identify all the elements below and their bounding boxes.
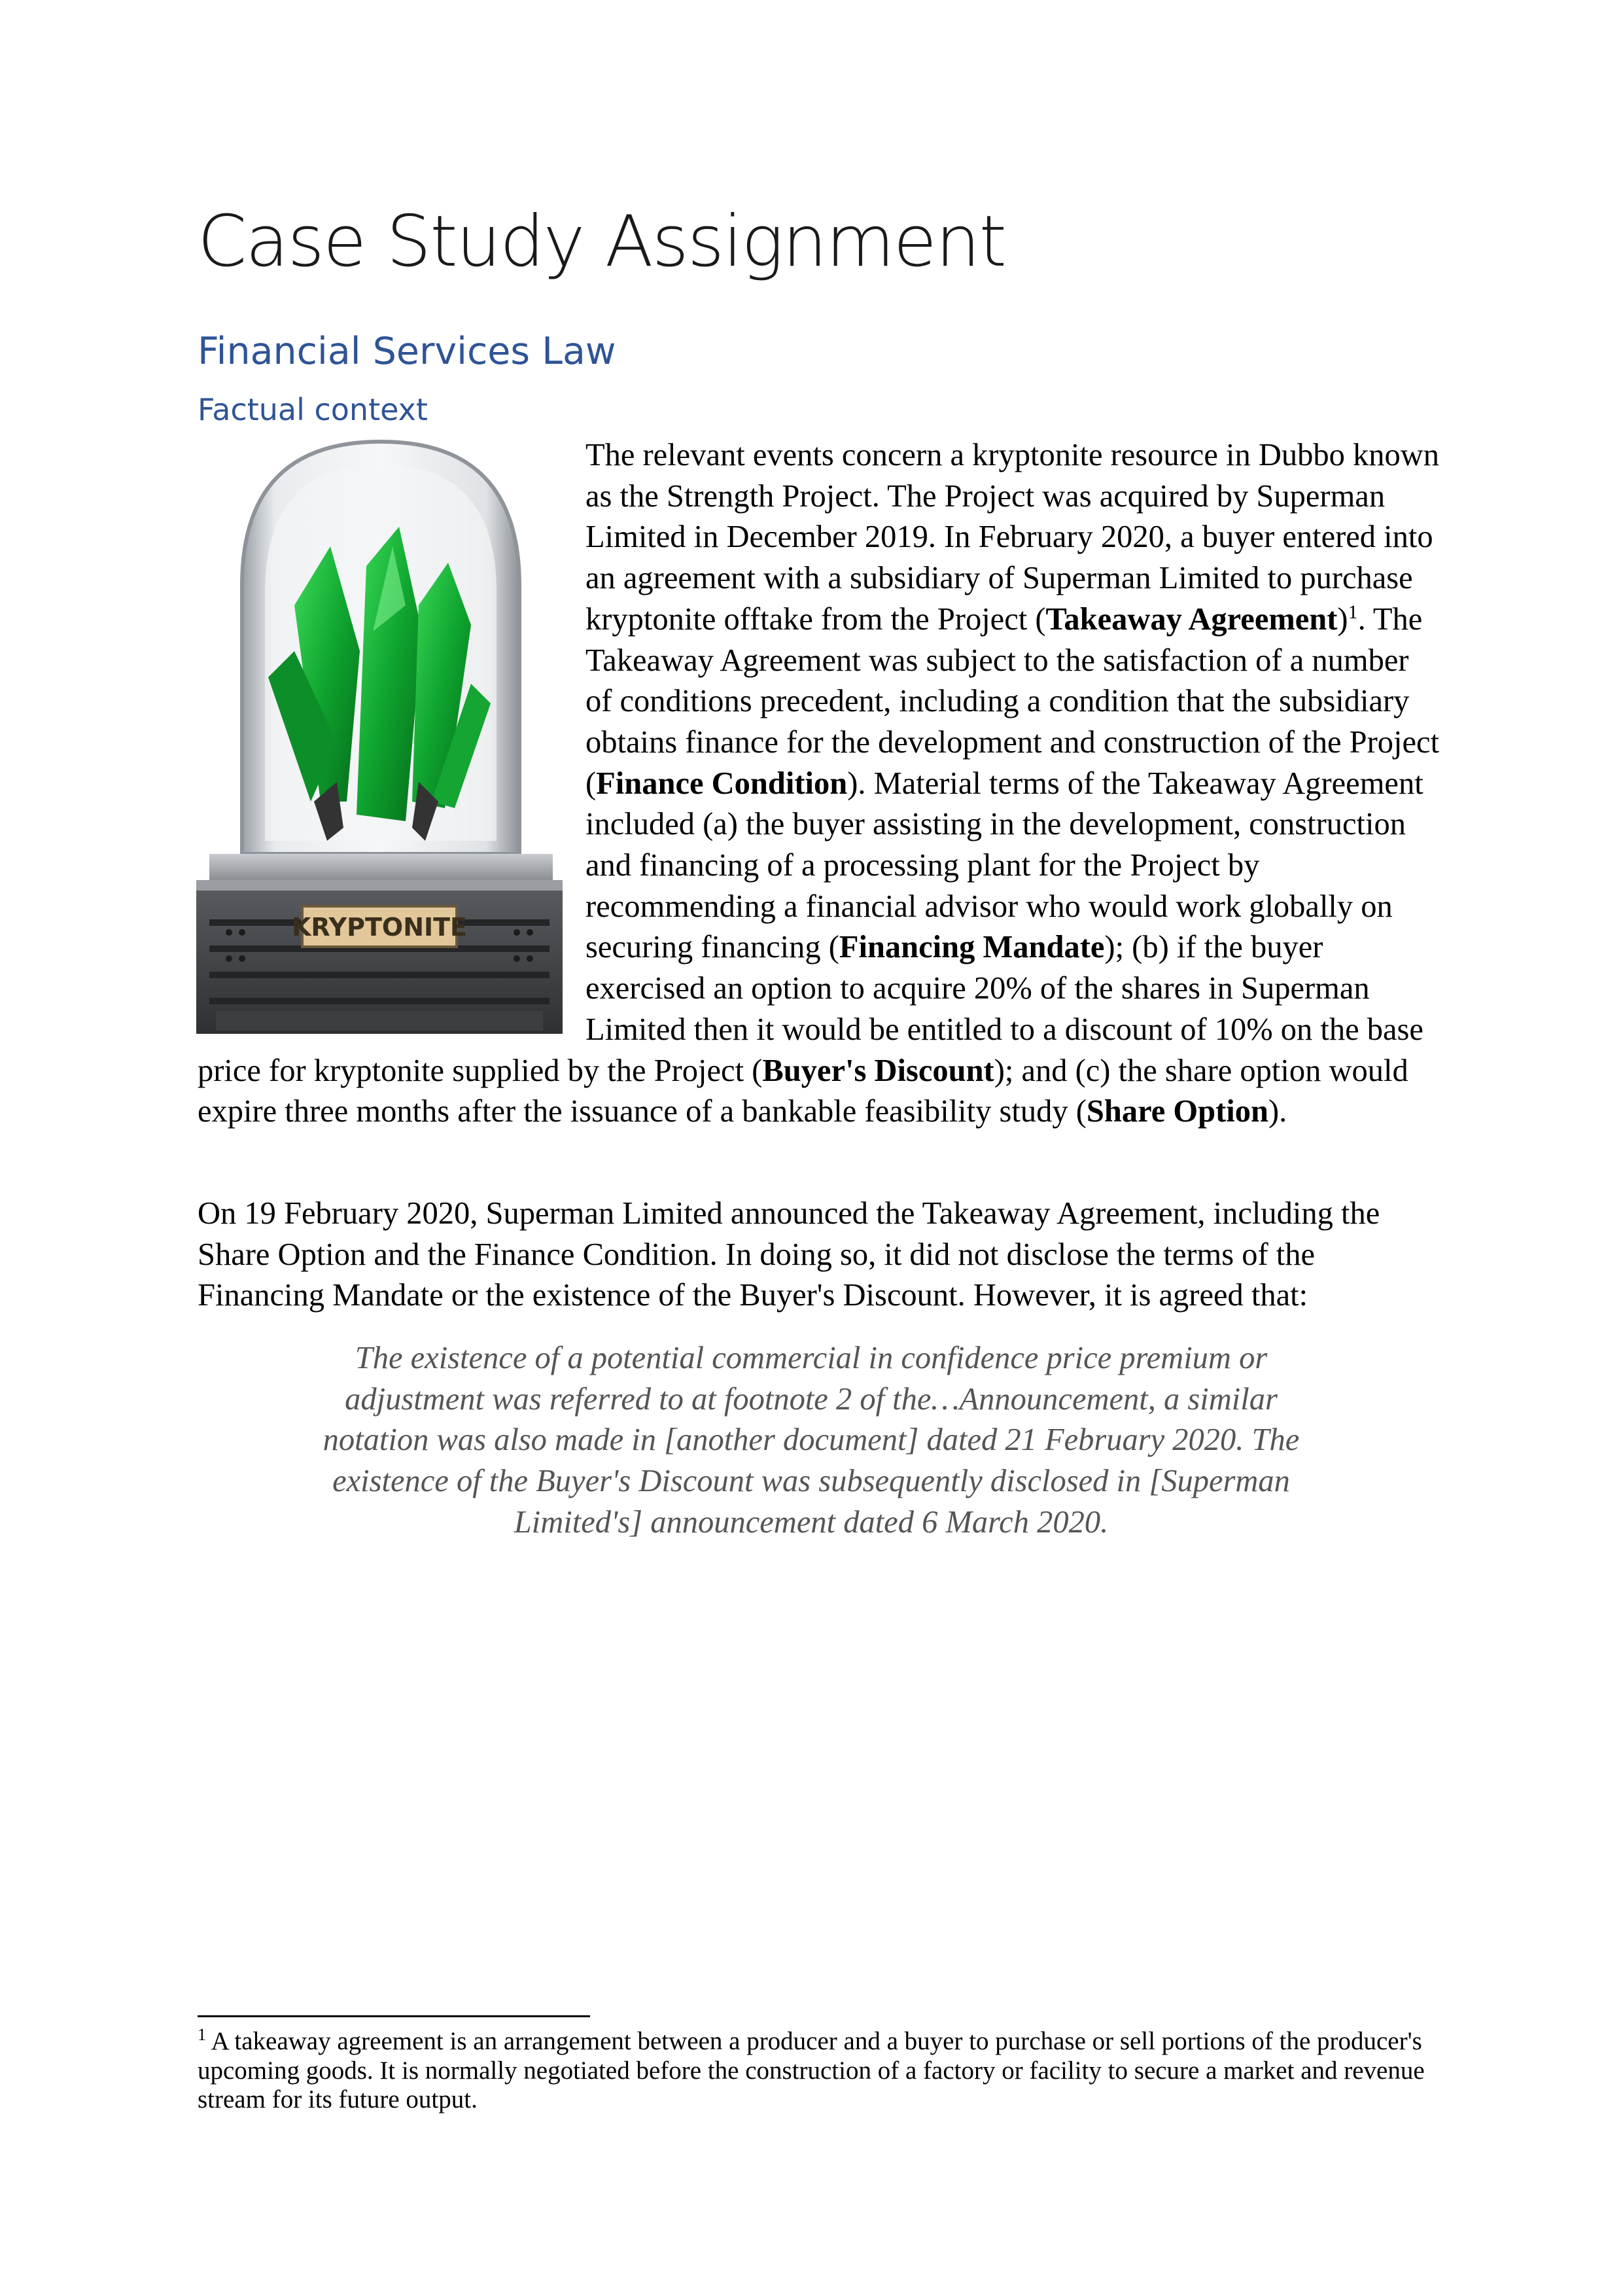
p1-text-2: )	[1337, 601, 1348, 637]
paragraph-announcement: On 19 February 2020, Superman Limited announced the Takeaway Agreement, including the Share Option and the Finance Condition. In doing so, it did not disclose the terms of the Financing Mandate or the existence of the Buyer's Discount. However, it is agreed that:	[198, 1196, 1380, 1313]
block-quote: The existence of a potential commercial in confidence price premium or adjustment was referred to at footnote 2 of the…Announcement, a similar notation was also made in [another document] dated 21 February 2020. The existence of the Buyer's Discount was subsequently disclosed in [Superman Limited's] announcement dated 6 March 2020.	[323, 1341, 1300, 1540]
p1-text-7: ).	[1268, 1094, 1287, 1129]
document-title: Case Study Assignment	[198, 201, 1005, 283]
term-buyers-discount: Buyer's Discount	[762, 1053, 994, 1088]
p1-text-6: ); and (c) the share option would expire three months after the issuance of a bankable feasibility study (	[198, 1053, 1408, 1129]
footnote-separator	[198, 2015, 590, 2017]
kryptonite-label: KRYPTONITE	[291, 913, 468, 942]
footnote	[198, 2027, 1427, 2115]
footnote-text: A takeaway agreement is an arrangement between a producer and a buyer to purchase or sell portions of the producer's upcoming goods. It is normally negotiated before the construction of a factory or facility to secure a market and revenue stream for its future output.	[198, 2027, 1425, 2113]
p1-text-4: ). Material terms of the Takeaway Agreement included (a) the buyer assisting in the development, construction and financing of a processing plant for the Project by recommending a financial advisor who would work globally on securing financing (	[585, 766, 1423, 965]
document-subtitle: Financial Services Law	[198, 330, 616, 373]
p1-text-5: ); (b) if the buyer exercised an option to acquire 20% of the shares in Superman Limited then it would be entitled to a discount of 10% on the base price for kryptonite supplied by the Project (	[198, 930, 1423, 1088]
term-finance-condition: Finance Condition	[596, 766, 848, 801]
term-takeaway-agreement: Takeaway Agreement	[1045, 601, 1338, 637]
footnote-reference[interactable]: 1	[1348, 601, 1358, 623]
p1-text-1: The relevant events concern a kryptonite resource in Dubbo known as the Strength Project. The Project was acquired by Superman Limited in December 2019. In February 2020, a buyer entered into an agreement with a subsidiary of Superman Limited to purchase kryptonite offtake from the Project (	[585, 438, 1440, 637]
term-share-option: Share Option	[1086, 1094, 1268, 1129]
paragraph-factual-context	[198, 435, 1440, 1133]
term-financing-mandate: Financing Mandate	[839, 930, 1105, 965]
footnote-marker: 1	[198, 2025, 206, 2044]
section-heading: Factual context	[198, 392, 428, 427]
p1-text-3: . The Takeaway Agreement was subject to the satisfaction of a number of conditions precedent, including a condition that the subsidiary obtains finance for the development and construction of the Project (	[585, 601, 1440, 801]
